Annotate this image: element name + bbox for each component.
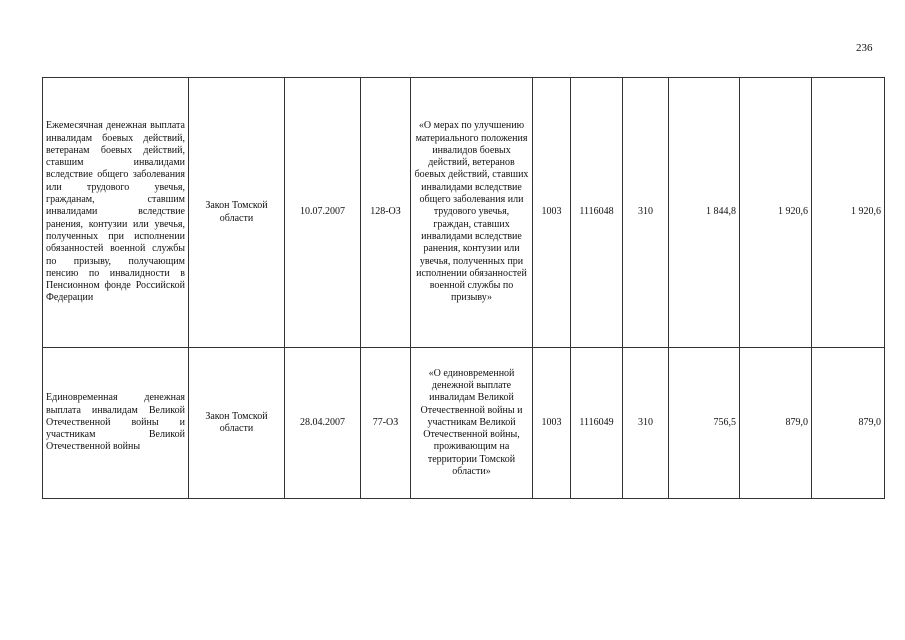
table-row xyxy=(43,348,885,499)
section-code-cell: 1003 xyxy=(533,348,571,499)
target-article-cell: 1116049 xyxy=(571,348,623,499)
page-number: 236 xyxy=(856,42,873,54)
target-article-cell: 1116048 xyxy=(571,78,623,348)
amount-year2-cell: 1 920,6 xyxy=(740,78,812,348)
budget-table xyxy=(42,77,885,499)
expense-type-cell: 310 xyxy=(623,78,669,348)
expense-name-cell: Ежемесячная денежная выплата инвалидам боевых действий, ветеранам боевых действий, ставшим инвалидами вследствие общего заболевания или трудового увечья, гражданам, ставшим инвалидами вследствие ранения, контузии или увечья, полученных при исполнении обязанностей военной службы по призыву, получающим пенсию по инвалидности в Пенсионном фонде Российской Федерации xyxy=(43,78,189,348)
expense-type-cell: 310 xyxy=(623,348,669,499)
amount-year2-cell: 879,0 xyxy=(740,348,812,499)
amount-year3-cell: 879,0 xyxy=(812,348,885,499)
act-date-cell: 28.04.2007 xyxy=(285,348,361,499)
act-title-cell: «О единовременной денежной выплате инвалидам Великой Отечественной войны и участникам Великой Отечественной войны, проживающим на территории Томской области» xyxy=(411,348,533,499)
section-code-cell: 1003 xyxy=(533,78,571,348)
table-row xyxy=(43,78,885,348)
act-date-cell: 10.07.2007 xyxy=(285,78,361,348)
act-number-cell: 128-ОЗ xyxy=(361,78,411,348)
amount-year1-cell: 1 844,8 xyxy=(669,78,740,348)
act-type-cell: Закон Томской области xyxy=(189,348,285,499)
expense-name-cell: Единовременная денежная выплата инвалидам Великой Отечественной войны и участникам Великой Отечественной войны xyxy=(43,348,189,499)
amount-year3-cell: 1 920,6 xyxy=(812,78,885,348)
amount-year1-cell: 756,5 xyxy=(669,348,740,499)
act-title-cell: «О мерах по улучшению материального положения инвалидов боевых действий, ветеранов боевых действий, ставших инвалидами вследствие общего заболевания или трудового увечья, граждан, ставших инвалидами вследствие ранения, контузии или увечья, полученных при исполнении обязанностей военной службы по призыву» xyxy=(411,78,533,348)
act-number-cell: 77-ОЗ xyxy=(361,348,411,499)
act-type-cell: Закон Томской области xyxy=(189,78,285,348)
